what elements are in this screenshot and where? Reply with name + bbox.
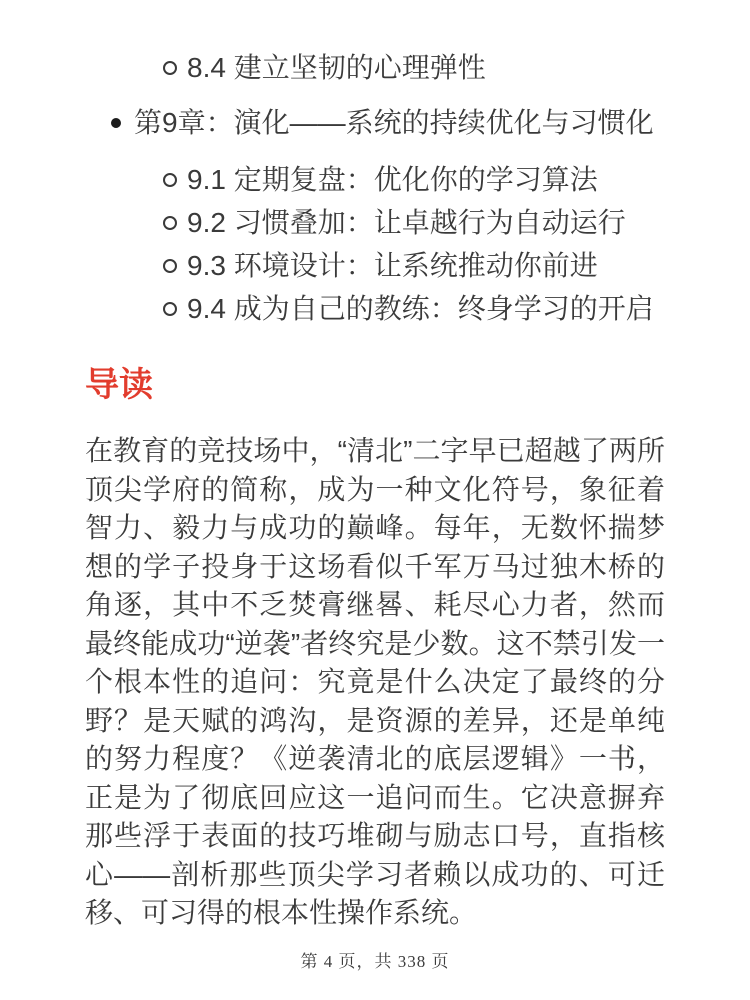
toc-item-9-1	[163, 160, 665, 200]
toc-item-label: 9.3 环境设计：让系统推动你前进	[187, 250, 598, 281]
toc-item-label: 9.2 习惯叠加：让卓越行为自动运行	[187, 207, 626, 238]
table-of-contents	[85, 0, 665, 329]
circle-bullet-icon	[163, 302, 177, 316]
toc-item-label: 9.4 成为自己的教练：终身学习的开启	[187, 293, 654, 324]
toc-item-8-4	[163, 48, 665, 88]
page-indicator: 第 4 页，共 338 页	[300, 952, 450, 971]
toc-item-chapter-9	[111, 103, 665, 143]
page-footer	[0, 947, 750, 972]
circle-bullet-icon	[163, 61, 177, 75]
toc-item-9-4	[163, 289, 665, 329]
circle-bullet-icon	[163, 173, 177, 187]
toc-item-9-3	[163, 246, 665, 286]
circle-bullet-icon	[163, 259, 177, 273]
toc-item-label: 8.4 建立坚韧的心理弹性	[187, 52, 486, 83]
toc-item-9-2	[163, 203, 665, 243]
toc-item-label: 9.1 定期复盘：优化你的学习算法	[187, 164, 598, 195]
toc-item-label: 第9章：演化——系统的持续优化与习惯化	[134, 107, 654, 138]
body-paragraph: 在教育的竞技场中，“清北”二字早已超越了两所顶尖学府的简称，成为一种文化符号，象征着智力、毅力与成功的巅峰。每年，无数怀揣梦想的学子投身于这场看似千军万马过独木桥的角逐，其中不乏焚膏继晷、耗尽心力者，然而最终能成功“逆袭”者终究是少数。这不禁引发一个根本性的追问：究竟是什么决定了最终的分野？是天赋的鸿沟，是资源的差异，还是单纯的努力程度？《逆袭清北的底层逻辑》一书，正是为了彻底回应这一追问而生。它决意摒弃那些浮于表面的技巧堆砌与励志口号，直指核心——剖析那些顶尖学习者赖以成功的、可迁移、可习得的根本性操作系统。	[85, 435, 665, 928]
circle-bullet-icon	[163, 216, 177, 230]
section-heading-daodu: 导读	[85, 366, 153, 404]
disc-bullet-icon	[111, 118, 121, 128]
